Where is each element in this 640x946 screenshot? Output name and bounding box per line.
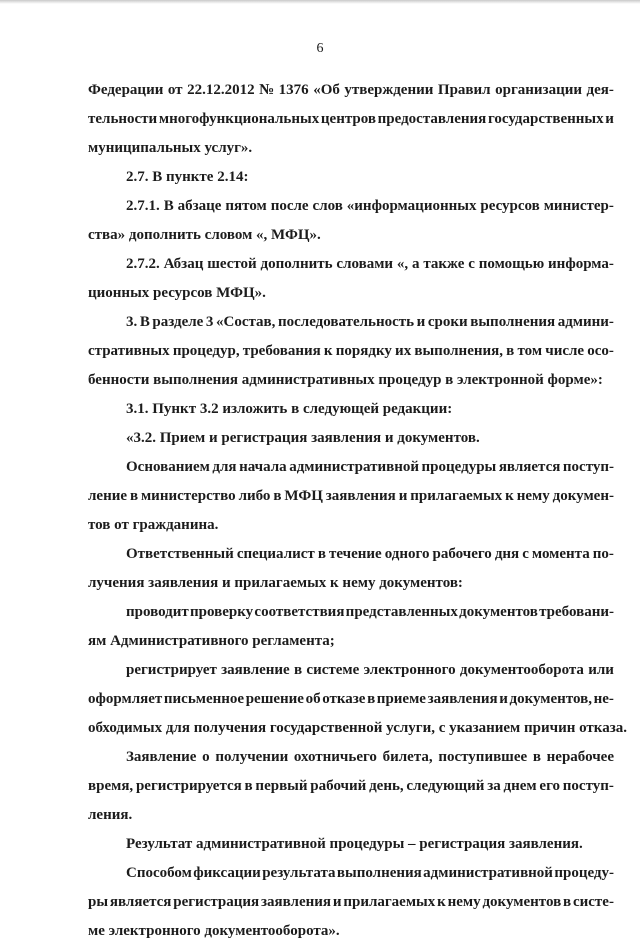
text-word: в xyxy=(244,778,253,794)
text-word: 3 xyxy=(205,314,214,330)
text-word: Заявление xyxy=(126,749,197,765)
text-word: к xyxy=(437,894,446,910)
text-word: Ответственный xyxy=(126,546,234,562)
text-word: предоставления xyxy=(377,111,487,127)
text-word: 2.7.2. xyxy=(126,256,160,272)
text-line: 2.7. В пункте 2.14: xyxy=(126,169,249,185)
text-word: Способом xyxy=(126,865,192,881)
text-line: тов от гражданина. xyxy=(88,517,219,533)
text-word: об xyxy=(305,691,321,707)
text-word: рабочий xyxy=(310,778,367,794)
page-number: 6 xyxy=(316,41,324,56)
text-word: нему xyxy=(516,488,550,504)
text-word: регистрируется xyxy=(135,778,242,794)
text-word: ресурсов xyxy=(480,198,540,214)
text-word: словами xyxy=(336,256,394,272)
text-word: и xyxy=(398,488,408,504)
text-word: центров xyxy=(320,111,376,127)
text-line xyxy=(88,772,614,801)
text-line xyxy=(88,192,614,221)
text-word: в xyxy=(273,488,282,504)
text-word: 22.12.2012 xyxy=(187,82,255,98)
text-word: процеду- xyxy=(554,865,614,881)
text-line: муниципальных услуг». xyxy=(88,140,253,156)
text-word: процедуры xyxy=(421,459,497,475)
text-word: либо xyxy=(238,488,271,504)
text-line xyxy=(88,482,614,511)
text-word: тельности xyxy=(88,111,158,127)
text-line xyxy=(88,888,614,917)
text-word: проверку xyxy=(190,604,254,620)
text-line xyxy=(88,598,614,627)
text-word: порядку xyxy=(335,343,392,359)
text-line xyxy=(88,540,614,569)
text-word: многофункциональных xyxy=(158,111,320,127)
text-word: момента xyxy=(531,546,590,562)
text-word: абзаце xyxy=(177,198,222,214)
text-word: документооборота xyxy=(459,662,584,678)
text-line: «3.2. Прием и регистрация заявления и документов. xyxy=(126,430,480,446)
text-word: информа- xyxy=(548,256,614,272)
text-line: бенности выполнения административных процедур в электронной форме»: xyxy=(88,372,603,388)
text-word: для xyxy=(212,459,237,475)
text-word: организации xyxy=(495,82,583,98)
text-word: заявления xyxy=(260,894,332,910)
text-word: Абзац xyxy=(163,256,204,272)
text-word: Правил xyxy=(437,82,491,98)
text-word: № xyxy=(259,82,275,98)
text-word: специалист xyxy=(236,546,315,562)
text-word: утверждении xyxy=(344,82,434,98)
text-line xyxy=(88,76,614,105)
text-word: выполнения xyxy=(336,865,422,881)
text-word: рабочего xyxy=(432,546,492,562)
text-word: соответствия xyxy=(254,604,345,620)
text-word: и xyxy=(499,691,508,707)
text-word: «, xyxy=(396,256,409,272)
text-word: в xyxy=(506,343,515,359)
text-line xyxy=(88,105,614,134)
text-word: выполнения xyxy=(470,314,556,330)
document-body xyxy=(88,76,627,946)
text-word: требовани- xyxy=(539,604,614,620)
text-word: том xyxy=(517,343,543,359)
text-line: обходимых для получения государственной услуги, с указанием причин отказа. xyxy=(88,720,627,736)
text-word: или xyxy=(588,662,614,678)
text-word: министерство xyxy=(140,488,236,504)
text-word: первый xyxy=(255,778,308,794)
text-word: охотничьего xyxy=(293,749,377,765)
text-word: помощью xyxy=(478,256,545,272)
text-word: дея- xyxy=(586,82,614,98)
text-word: является xyxy=(498,459,561,475)
text-word: документов xyxy=(459,604,538,620)
text-line: лучения заявления и прилагаемых к нему документов: xyxy=(88,575,463,591)
text-word: поступ- xyxy=(562,778,614,794)
text-word: оформляет xyxy=(88,691,163,707)
text-line xyxy=(88,250,614,279)
text-word: с xyxy=(522,546,529,562)
text-word: заявление xyxy=(221,662,290,678)
text-word: день, xyxy=(369,778,404,794)
text-line: ства» дополнить словом «, МФЦ». xyxy=(88,227,321,243)
text-word: прилагаемых xyxy=(343,894,436,910)
text-word: В xyxy=(139,314,150,330)
text-word: заявления xyxy=(325,488,396,504)
text-word: билета, xyxy=(382,749,433,765)
text-word: и xyxy=(416,314,426,330)
text-word: и xyxy=(332,894,342,910)
text-word: за xyxy=(487,778,501,794)
text-word: 3. xyxy=(126,314,138,330)
text-line: ления. xyxy=(88,807,133,823)
text-word: отказе xyxy=(322,691,366,707)
scan-top-edge xyxy=(0,0,640,4)
text-word: 2.7.1. xyxy=(126,198,160,214)
text-word: государственных xyxy=(487,111,604,127)
text-word: днем xyxy=(503,778,537,794)
text-word: является xyxy=(109,894,172,910)
text-word: Основанием xyxy=(126,459,210,475)
text-word: о xyxy=(202,749,210,765)
text-line xyxy=(88,656,614,685)
text-word: в xyxy=(563,894,572,910)
text-word: одного xyxy=(384,546,430,562)
text-line xyxy=(88,453,614,482)
text-word: процедур, xyxy=(172,343,240,359)
text-word: разделе xyxy=(152,314,204,330)
text-word: пятом xyxy=(225,198,267,214)
text-word: документов, xyxy=(509,691,592,707)
text-word: течение xyxy=(328,546,382,562)
text-word: фиксации xyxy=(193,865,261,881)
text-word: нерабочее xyxy=(546,749,614,765)
text-word: поступ- xyxy=(562,459,614,475)
text-word: админи- xyxy=(557,314,614,330)
text-word: в xyxy=(317,546,326,562)
text-word: электронного xyxy=(363,662,456,678)
text-word: административной xyxy=(423,865,553,881)
text-word: представленных xyxy=(345,604,458,620)
text-word: их xyxy=(395,343,412,359)
text-line: ям Административного регламента; xyxy=(88,633,335,649)
text-word: «Об xyxy=(313,82,340,98)
text-word: результата xyxy=(262,865,336,881)
text-word: нему xyxy=(447,894,481,910)
text-word: в xyxy=(294,662,303,678)
text-word: шестой xyxy=(207,256,257,272)
text-word: стративных xyxy=(88,343,170,359)
text-word: от xyxy=(167,82,183,98)
text-word: осо- xyxy=(587,343,614,359)
text-word: «Состав, xyxy=(216,314,276,330)
text-word: дня xyxy=(494,546,520,562)
text-word: в xyxy=(129,488,139,504)
text-line xyxy=(88,743,614,772)
text-word: с xyxy=(468,256,475,272)
text-word: не- xyxy=(593,691,614,707)
text-word: после xyxy=(270,198,309,214)
text-word: Федерации xyxy=(88,82,164,98)
text-word: прилагаемых xyxy=(410,488,503,504)
text-word: требования xyxy=(242,343,321,359)
text-word: сроки xyxy=(427,314,468,330)
text-word: «информационных xyxy=(346,198,477,214)
text-word: ление xyxy=(88,488,128,504)
text-line: ционных ресурсов МФЦ». xyxy=(88,285,266,301)
text-word: выполнения, xyxy=(414,343,503,359)
text-line: Результат административной процедуры – регистрация заявления. xyxy=(126,836,583,852)
text-word: начала xyxy=(239,459,287,475)
text-line: 3.1. Пункт 3.2 изложить в следующей редакции: xyxy=(126,401,453,417)
text-word: в xyxy=(532,749,541,765)
text-word: письменное xyxy=(163,691,245,707)
text-word: министер- xyxy=(543,198,614,214)
text-word: дополнить xyxy=(260,256,333,272)
text-word: докумен- xyxy=(552,488,614,504)
text-word: решение xyxy=(245,691,304,707)
text-word: а xyxy=(412,256,420,272)
text-word: числе xyxy=(545,343,585,359)
text-word: 1376 xyxy=(278,82,309,98)
text-line xyxy=(88,685,614,714)
text-word: его xyxy=(539,778,561,794)
text-word: МФЦ xyxy=(284,488,323,504)
text-word: регистрация xyxy=(173,894,260,910)
text-word: к xyxy=(323,343,333,359)
text-word: заявления xyxy=(427,691,498,707)
text-word: слов xyxy=(312,198,343,214)
text-word: время, xyxy=(88,778,134,794)
text-word: следующий xyxy=(406,778,485,794)
text-word: В xyxy=(163,198,174,214)
text-word: документов xyxy=(482,894,562,910)
text-line xyxy=(88,337,614,366)
text-word: последовательность xyxy=(277,314,415,330)
text-word: по- xyxy=(592,546,614,562)
text-word: административной xyxy=(289,459,419,475)
text-line xyxy=(88,308,614,337)
text-word: систе- xyxy=(572,894,614,910)
text-line xyxy=(88,859,614,888)
text-word: приеме xyxy=(376,691,426,707)
text-word: и xyxy=(605,111,614,127)
text-word: к xyxy=(505,488,514,504)
text-word: проводит xyxy=(126,604,189,620)
text-word: также xyxy=(423,256,465,272)
text-word: системе xyxy=(306,662,360,678)
text-line: ме электронного документооборота». xyxy=(88,923,340,939)
text-word: в xyxy=(367,691,376,707)
text-word: поступившее xyxy=(438,749,528,765)
text-word: ры xyxy=(88,894,109,910)
text-word: получении xyxy=(215,749,289,765)
text-word: регистрирует xyxy=(126,662,217,678)
